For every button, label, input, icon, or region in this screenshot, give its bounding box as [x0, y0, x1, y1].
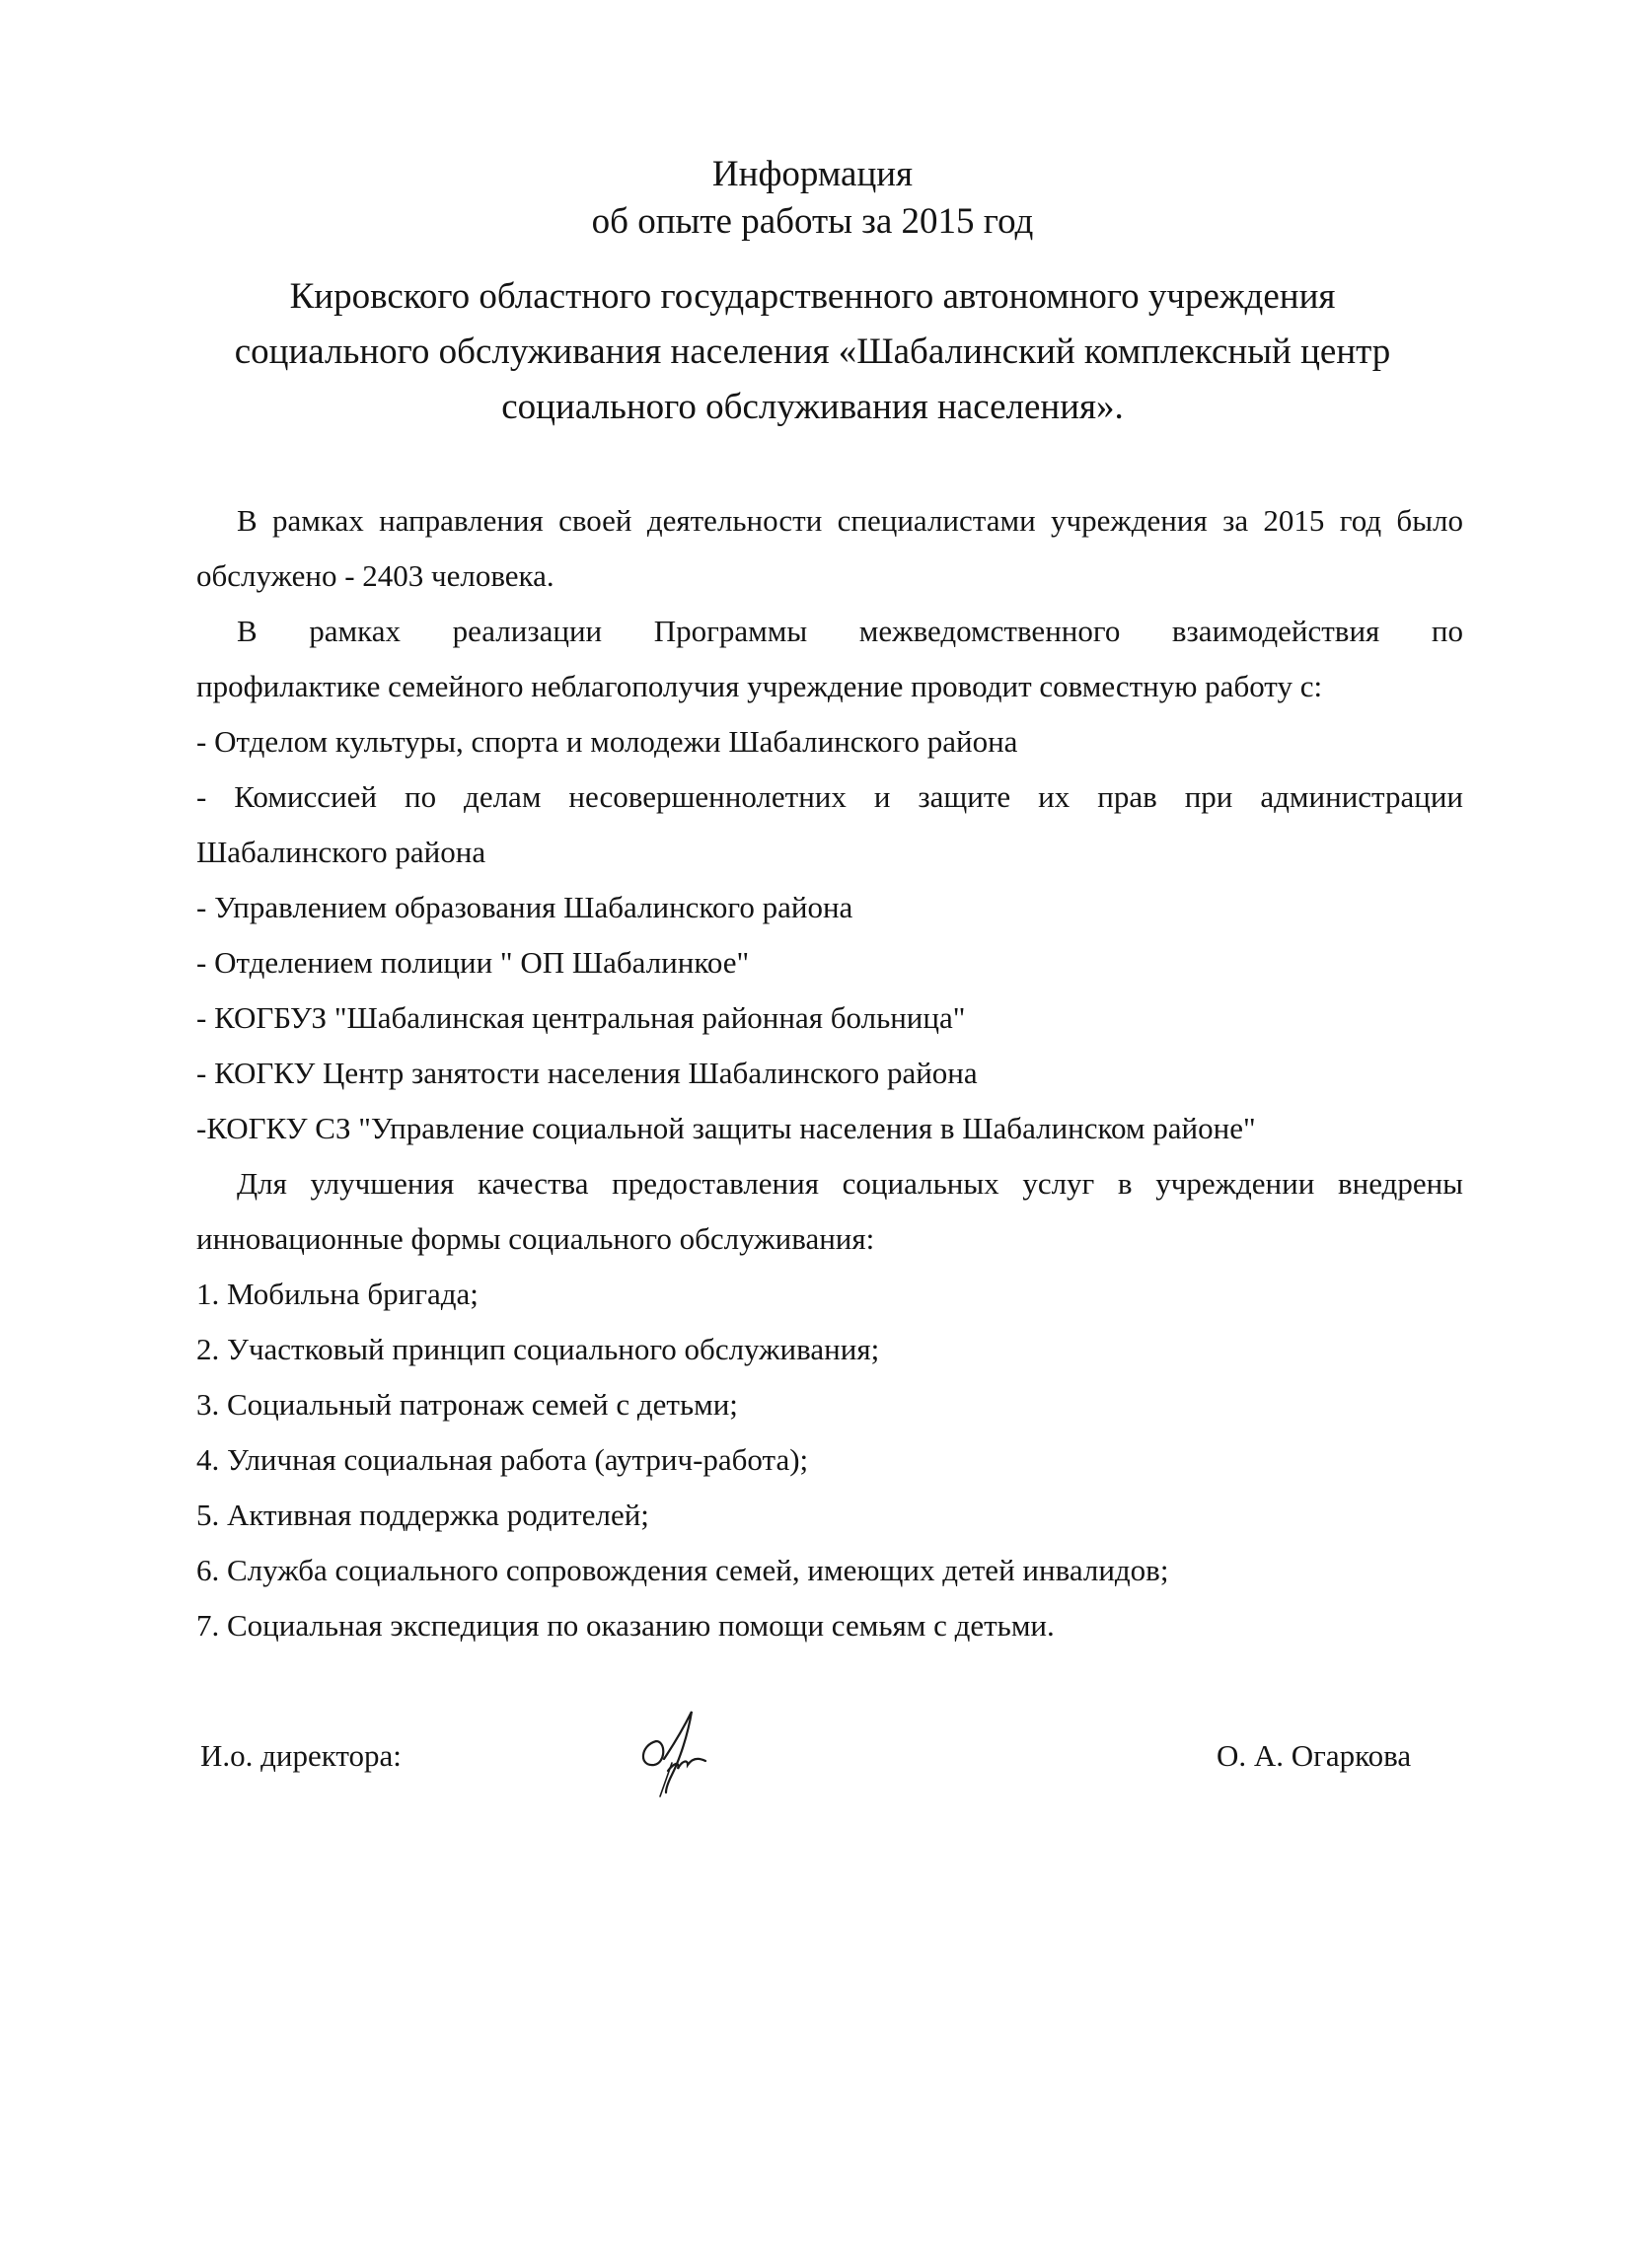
partner-item: - Управлением образования Шабалинского района: [196, 890, 853, 924]
partner-item: - Комиссией по делам несовершеннолетних и защите их прав при администрации: [196, 779, 1463, 814]
handwritten-signature: [627, 1702, 735, 1810]
list-item: 1. Мобильна бригада;: [196, 1277, 479, 1311]
document-title: Информация: [711, 154, 914, 194]
paragraph-line: профилактике семейного неблагополучия учреждение проводит совместную работу с:: [196, 669, 1323, 703]
paragraph-line: В рамках реализации Программы межведомственного взаимодействия по: [237, 614, 1463, 648]
list-item: 2. Участковый принцип социального обслуживания;: [196, 1332, 880, 1366]
list-item: 4. Уличная социальная работа (аутрич-работа);: [196, 1442, 809, 1477]
paragraph-line: инновационные формы социального обслуживания:: [196, 1221, 875, 1256]
list-item: 7. Социальная экспедиция по оказанию помощи семьям с детьми.: [196, 1608, 1055, 1643]
partner-item: -КОГКУ СЗ "Управление социальной защиты населения в Шабалинском районе": [196, 1111, 1256, 1145]
signatory-name: О. А. Огаркова: [1217, 1738, 1412, 1773]
partner-item: - Отделом культуры, спорта и молодежи Шабалинского района: [196, 724, 1018, 759]
list-item: 3. Социальный патронаж семей с детьми;: [196, 1387, 738, 1422]
paragraph-line: обслужено - 2403 человека.: [196, 558, 554, 593]
paragraph-line: Для улучшения качества предоставления социальных услуг в учреждении внедрены: [237, 1166, 1463, 1201]
list-item: 5. Активная поддержка родителей;: [196, 1498, 649, 1532]
organization-line: социального обслуживания населения «Шабалинский комплексный центр: [234, 331, 1391, 372]
partner-item: - КОГКУ Центр занятости населения Шабалинского района: [196, 1056, 978, 1090]
partner-item: - Отделением полиции " ОП Шабалинкое": [196, 945, 750, 980]
organization-line: социального обслуживания населения».: [501, 387, 1124, 427]
partner-item: - КОГБУЗ "Шабалинская центральная районная больница": [196, 1000, 966, 1035]
document-subtitle: об опыте работы за 2015 год: [591, 201, 1034, 242]
paragraph-line: В рамках направления своей деятельности специалистами учреждения за 2015 год было: [237, 503, 1463, 538]
organization-line: Кировского областного государственного автономного учреждения: [289, 276, 1336, 317]
list-item: 6. Служба социального сопровождения семей, имеющих детей инвалидов;: [196, 1553, 1169, 1587]
partner-item-continuation: Шабалинского района: [196, 835, 486, 869]
signature-label: И.о. директора:: [200, 1738, 402, 1773]
